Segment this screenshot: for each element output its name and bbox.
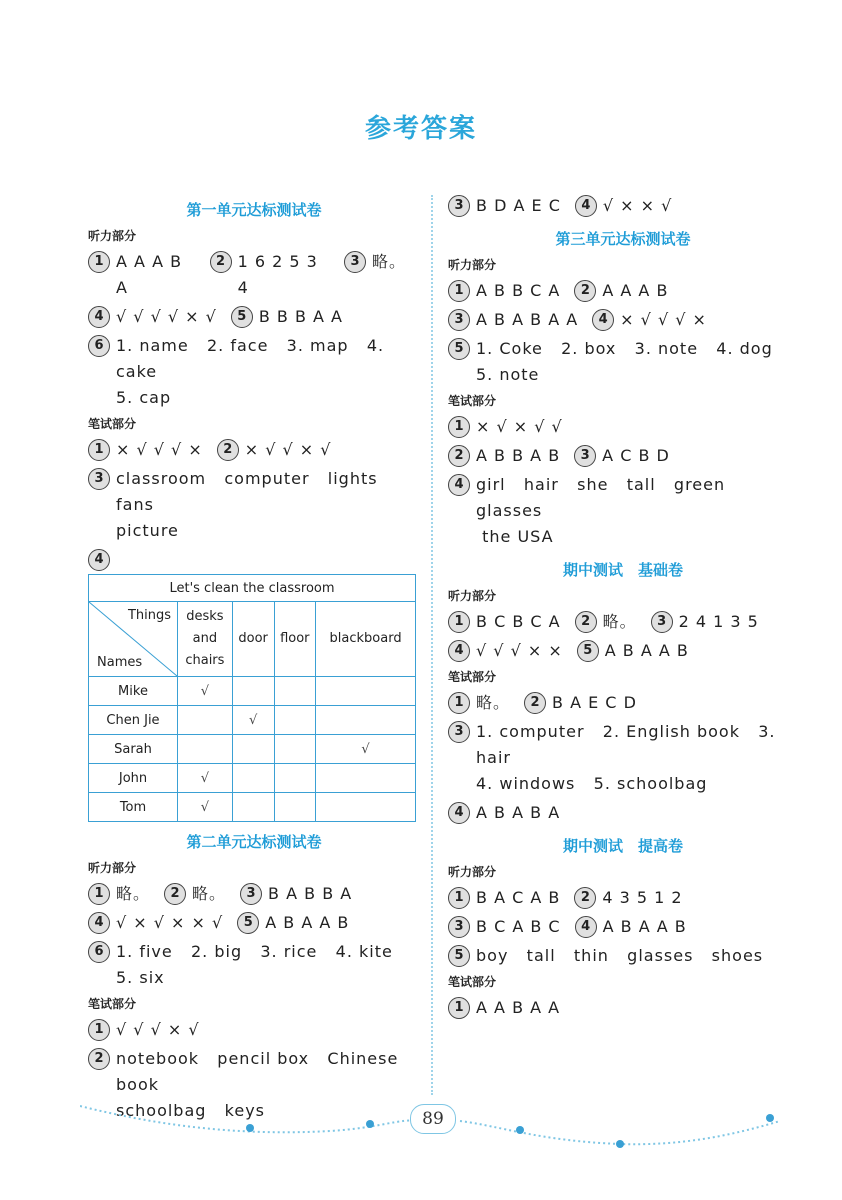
check-cell — [316, 793, 416, 822]
answer-text: 略。 — [192, 884, 227, 903]
table-row — [89, 706, 416, 735]
answer-item — [88, 304, 217, 330]
answer-text: classroom computer lights fans picture — [116, 469, 378, 540]
answer-text: A C B D — [602, 446, 670, 465]
part-label: 笔试部分 — [88, 997, 137, 1011]
answer-text: A A B A A — [476, 998, 561, 1017]
answer-text: √ √ √ √ × √ — [116, 307, 217, 326]
answer-item — [240, 881, 352, 907]
part-label: 笔试部分 — [448, 670, 497, 684]
answer-row — [448, 609, 798, 635]
answer-text: 1. Coke 2. box 3. note 4. dog 5. note — [476, 339, 773, 384]
answer-item — [575, 193, 672, 219]
answer-row — [448, 472, 798, 550]
check-cell — [232, 677, 274, 706]
answer-item — [448, 800, 784, 826]
answer-text: √ × × √ — [602, 196, 673, 215]
right-column — [448, 190, 798, 1024]
answer-item — [448, 336, 784, 388]
question-number-badge: 4 — [592, 309, 614, 331]
question-number-badge: 5 — [448, 338, 470, 360]
part-label: 听力部分 — [88, 861, 137, 875]
section-title: 第一单元达标测试卷 — [186, 201, 322, 219]
check-cell — [232, 735, 274, 764]
answer-item — [237, 910, 349, 936]
answer-row — [448, 800, 798, 826]
question-number-badge: 1 — [88, 1019, 110, 1041]
table-row — [89, 677, 416, 706]
question-number-badge: 3 — [574, 445, 596, 467]
answer-text: B C B C A — [476, 612, 561, 631]
answer-text: A B A B A — [476, 803, 561, 822]
question-number-badge: 1 — [448, 416, 470, 438]
section-title: 第二单元达标测试卷 — [186, 833, 322, 851]
answer-item — [448, 638, 563, 664]
answer-item — [88, 910, 223, 936]
check-cell — [178, 735, 233, 764]
answer-text: 1. five 2. big 3. rice 4. kite 5. six — [116, 942, 412, 987]
answer-item — [448, 472, 784, 550]
section-title: 第三单元达标测试卷 — [555, 230, 691, 248]
answer-text: √ √ √ × × — [476, 641, 563, 660]
question-number-badge: 2 — [524, 692, 546, 714]
answer-text: notebook pencil box Chinese book schoolbag keys — [116, 1049, 399, 1120]
answer-row — [88, 910, 420, 936]
check-cell — [274, 677, 316, 706]
answer-text: 1. name 2. face 3. map 4. cake 5. cap — [116, 336, 385, 407]
question-number-badge: 3 — [448, 721, 470, 743]
answer-text: 略。 — [116, 884, 151, 903]
question-number-badge: 1 — [448, 611, 470, 633]
answer-text: A B B C A — [476, 281, 561, 300]
question-number-badge: 3 — [448, 916, 470, 938]
answer-item — [448, 914, 561, 940]
question-number-badge: 2 — [164, 883, 186, 905]
row-name: Tom — [89, 793, 178, 822]
question-number-badge: 4 — [88, 912, 110, 934]
answer-row — [88, 249, 420, 301]
question-number-badge: 6 — [88, 941, 110, 963]
answer-text: B A B B A — [268, 884, 353, 903]
question-number-badge: 3 — [88, 468, 110, 490]
answer-row — [88, 437, 420, 463]
answer-item — [448, 443, 560, 469]
answer-text: B A C A B — [476, 888, 561, 907]
check-cell — [232, 793, 274, 822]
part-label: 笔试部分 — [448, 394, 497, 408]
answer-row — [448, 885, 798, 911]
answer-item — [88, 547, 406, 571]
classroom-table — [88, 574, 416, 822]
answer-item — [88, 333, 406, 411]
header-things: Things — [127, 608, 171, 623]
answer-row — [88, 939, 420, 991]
answer-item — [231, 304, 343, 330]
answer-item — [164, 881, 226, 907]
answer-item — [575, 609, 637, 635]
table-row — [89, 793, 416, 822]
answer-text: girl hair she tall green glasses the USA — [476, 475, 726, 546]
check-cell: √ — [178, 793, 233, 822]
answer-row — [448, 914, 798, 940]
question-number-badge: 5 — [231, 306, 253, 328]
check-cell: √ — [232, 706, 274, 735]
answer-text: 4 3 5 1 2 — [602, 888, 683, 907]
answer-text: 1 6 2 5 3 4 — [237, 252, 324, 297]
answer-item — [651, 609, 759, 635]
table-caption-row — [89, 575, 416, 602]
answer-item — [524, 690, 637, 716]
row-name: Mike — [89, 677, 178, 706]
answer-row — [88, 304, 420, 330]
question-number-badge: 5 — [448, 945, 470, 967]
question-number-badge: 4 — [575, 916, 597, 938]
answer-row — [448, 278, 798, 304]
row-name: John — [89, 764, 178, 793]
check-cell — [316, 764, 416, 793]
answer-text: A B A B A A — [476, 310, 579, 329]
answer-item — [217, 437, 332, 463]
part-label: 笔试部分 — [88, 417, 137, 431]
answer-row — [448, 307, 798, 333]
question-number-badge: 2 — [574, 280, 596, 302]
answer-row — [88, 466, 420, 544]
question-number-badge: 6 — [88, 335, 110, 357]
answer-row — [448, 943, 798, 969]
table-diagonal-header — [89, 602, 178, 677]
answer-item — [448, 414, 784, 440]
answer-text: B A E C D — [552, 693, 637, 712]
check-cell — [274, 706, 316, 735]
question-number-badge: 1 — [448, 997, 470, 1019]
check-cell — [274, 735, 316, 764]
answer-item — [88, 1017, 406, 1043]
answer-text: × √ × √ √ — [476, 417, 563, 436]
question-number-badge: 5 — [577, 640, 599, 662]
question-number-badge: 2 — [217, 439, 239, 461]
question-number-badge: 3 — [448, 309, 470, 331]
question-number-badge: 1 — [448, 887, 470, 909]
table-header-row — [89, 602, 416, 677]
answer-row — [448, 414, 798, 440]
question-number-badge: 5 — [237, 912, 259, 934]
part-label: 听力部分 — [448, 589, 497, 603]
answer-text: A B A A B — [602, 917, 687, 936]
answer-text: A B A A B — [604, 641, 689, 660]
answer-item — [88, 249, 196, 301]
answer-row — [448, 995, 798, 1021]
answer-item — [574, 885, 682, 911]
answer-text: √ √ √ × √ — [116, 1020, 200, 1039]
answer-row — [448, 193, 798, 219]
answer-item — [448, 278, 560, 304]
answer-text: √ × √ × × √ — [116, 913, 224, 932]
table-row — [89, 735, 416, 764]
answer-item — [448, 193, 561, 219]
left-column — [88, 190, 420, 1127]
answer-item — [574, 443, 670, 469]
question-number-badge: 1 — [88, 883, 110, 905]
part-label: 听力部分 — [88, 229, 137, 243]
answer-text: A A A B — [602, 281, 669, 300]
answer-item — [88, 466, 406, 544]
answer-text: B C A B C — [476, 917, 561, 936]
table-caption: Let's clean the classroom — [89, 575, 416, 602]
check-cell — [232, 764, 274, 793]
answer-row — [88, 1017, 420, 1043]
answer-item — [448, 690, 510, 716]
page-number: 89 — [410, 1104, 456, 1134]
answer-row — [448, 690, 798, 716]
question-number-badge: 4 — [448, 802, 470, 824]
question-number-badge: 1 — [448, 692, 470, 714]
answer-text: B B B A A — [258, 307, 343, 326]
question-number-badge: 1 — [448, 280, 470, 302]
column-header: blackboard — [316, 602, 416, 677]
column-header: desks and chairs — [178, 602, 233, 677]
answer-item — [448, 609, 561, 635]
answer-item — [88, 437, 203, 463]
table-row — [89, 764, 416, 793]
answer-row — [448, 336, 798, 388]
answer-text: 2 4 1 3 5 — [678, 612, 759, 631]
answer-text: A A A B A — [116, 252, 189, 297]
question-number-badge: 3 — [651, 611, 673, 633]
answer-text: × √ √ √ × — [620, 310, 707, 329]
answer-item — [88, 939, 412, 991]
question-number-badge: 3 — [240, 883, 262, 905]
part-label: 听力部分 — [448, 865, 497, 879]
answer-text: 1. computer 2. English book 3. hair 4. windows 5. schoolbag — [476, 722, 776, 793]
answer-item — [448, 943, 784, 969]
question-number-badge: 1 — [88, 439, 110, 461]
answer-item — [448, 885, 560, 911]
check-cell: √ — [178, 677, 233, 706]
column-header: floor — [274, 602, 316, 677]
question-number-badge: 2 — [575, 611, 597, 633]
question-number-badge: 4 — [448, 474, 470, 496]
answer-item — [574, 278, 668, 304]
column-header: door — [232, 602, 274, 677]
question-number-badge: 4 — [448, 640, 470, 662]
check-cell — [274, 793, 316, 822]
answer-row — [88, 881, 420, 907]
answer-text: B D A E C — [476, 196, 561, 215]
answer-item — [448, 307, 578, 333]
question-number-badge: 2 — [448, 445, 470, 467]
answer-item — [344, 249, 406, 275]
answer-row — [88, 333, 420, 411]
column-divider — [431, 195, 433, 1095]
answer-text: A B B A B — [476, 446, 561, 465]
answer-row — [448, 719, 798, 797]
answer-text: 略。 — [371, 252, 406, 271]
question-number-badge: 3 — [448, 195, 470, 217]
question-number-badge: 2 — [88, 1048, 110, 1070]
answer-row — [448, 443, 798, 469]
answer-item — [592, 307, 707, 333]
check-cell — [274, 764, 316, 793]
answer-item — [577, 638, 689, 664]
answer-text: × √ √ √ × — [116, 440, 203, 459]
question-number-badge: 4 — [575, 195, 597, 217]
answer-text: 略。 — [602, 612, 637, 631]
answer-item — [448, 719, 784, 797]
check-cell: √ — [316, 735, 416, 764]
answer-text: × √ √ × √ — [244, 440, 332, 459]
check-cell: √ — [178, 764, 233, 793]
answer-text: 略。 — [476, 693, 511, 712]
answer-item — [88, 881, 150, 907]
question-number-badge: 4 — [88, 306, 110, 328]
check-cell — [316, 706, 416, 735]
check-cell — [178, 706, 233, 735]
answer-row — [448, 638, 798, 664]
answer-item — [575, 914, 687, 940]
answer-row — [88, 547, 420, 571]
answer-item — [448, 995, 784, 1021]
question-number-badge: 2 — [210, 251, 232, 273]
question-number-badge: 1 — [88, 251, 110, 273]
check-cell — [316, 677, 416, 706]
answer-text: boy tall thin glasses shoes — [476, 946, 764, 965]
section-title: 期中测试 基础卷 — [562, 561, 683, 579]
section-title: 期中测试 提高卷 — [562, 837, 683, 855]
question-number-badge: 3 — [344, 251, 366, 273]
part-label: 笔试部分 — [448, 975, 497, 989]
row-name: Chen Jie — [89, 706, 178, 735]
answer-text: A B A A B — [265, 913, 350, 932]
page-title: 参考答案 — [364, 114, 477, 144]
answer-item — [210, 249, 330, 301]
part-label: 听力部分 — [448, 258, 497, 272]
question-number-badge: 2 — [574, 887, 596, 909]
question-number-badge: 4 — [88, 549, 110, 571]
row-name: Sarah — [89, 735, 178, 764]
header-names: Names — [97, 655, 143, 670]
